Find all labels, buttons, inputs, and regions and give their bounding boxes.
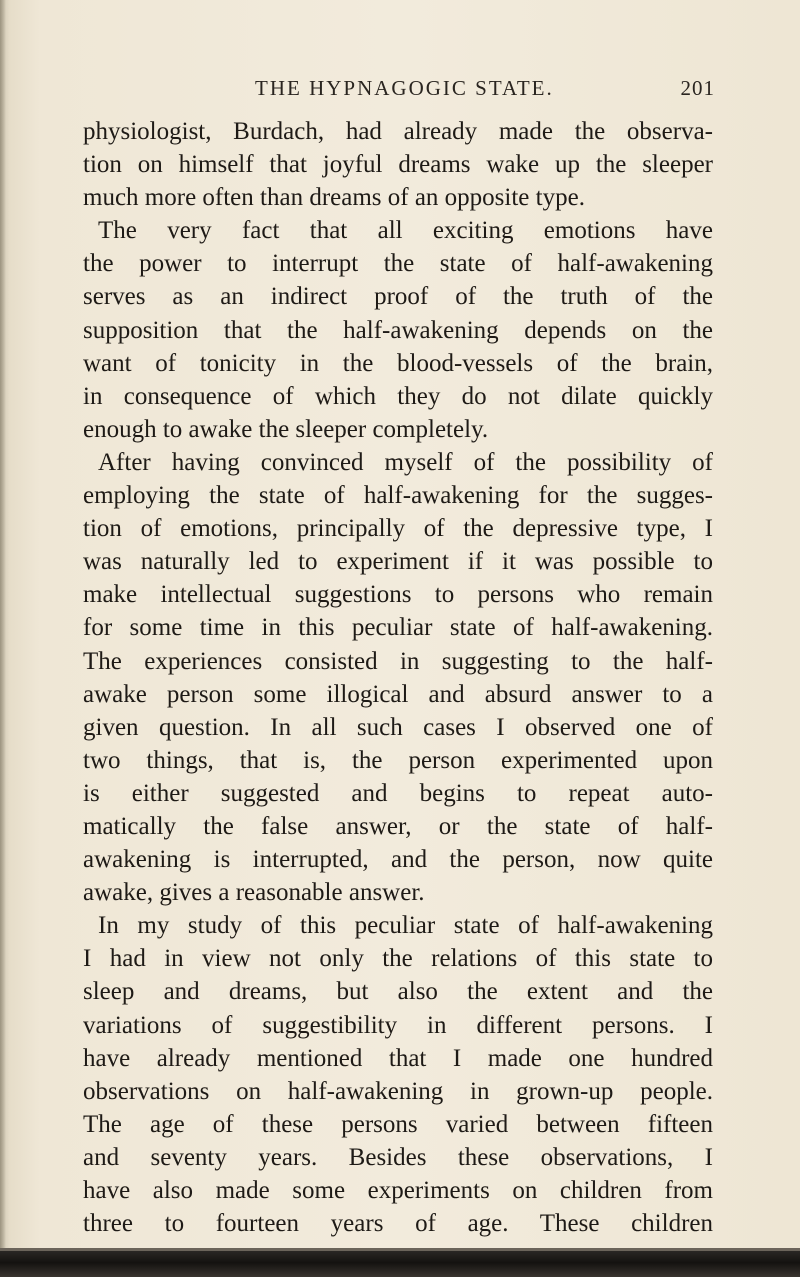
- text-line: employing the state of half-awakening for the sugges-: [83, 482, 713, 510]
- text-line: awake person some illogical and absurd answer to a: [83, 680, 713, 708]
- text-line: tion on himself that joyful dreams wake up the sleeper: [83, 151, 713, 179]
- text-line: enough to awake the sleeper completely.: [83, 415, 489, 443]
- text-line: have also made some experiments on children from: [83, 1177, 713, 1204]
- text-line: supposition that the half-awakening depends on the: [83, 316, 713, 344]
- text-line: variations of suggestibility in different persons. I: [83, 1011, 713, 1039]
- text-line: in consequence of which they do not dilate quickly: [83, 382, 713, 410]
- text-line: is either suggested and begins to repeat auto-: [83, 779, 713, 807]
- page-bottom-edge: [0, 1251, 800, 1277]
- text-line: matically the false answer, or the state of half-: [83, 812, 713, 840]
- text-line: three to fourteen years of age. These children: [83, 1210, 713, 1238]
- text-line: for some time in this peculiar state of half-awakening.: [83, 614, 713, 642]
- page-number: 201: [680, 76, 715, 100]
- page-gutter-shadow: [0, 0, 6, 1277]
- text-line: the power to interrupt the state of half-awakening: [83, 250, 713, 278]
- running-header: [255, 76, 715, 104]
- text-line: After having convinced myself of the possibility of: [98, 448, 713, 476]
- text-line: In my study of this peculiar state of half-awakening: [98, 912, 713, 940]
- running-title: THE HYPNAGOGIC STATE.: [255, 76, 554, 100]
- text-line: two things, that is, the person experimented upon: [83, 746, 713, 774]
- body-text: [83, 115, 713, 1240]
- text-line: awake, gives a reasonable answer.: [83, 879, 425, 907]
- text-line: want of tonicity in the blood-vessels of the brain,: [83, 349, 713, 377]
- text-line: The experiences consisted in suggesting to the half-: [83, 647, 713, 675]
- text-line: The age of these persons varied between fifteen: [83, 1110, 713, 1138]
- text-line: have already mentioned that I made one hundred: [83, 1044, 713, 1072]
- text-line: awakening is interrupted, and the person, now quite: [83, 846, 713, 874]
- text-line: was naturally led to experiment if it was possible to: [83, 548, 713, 576]
- text-line: serves as an indirect proof of the truth of the: [83, 283, 713, 311]
- text-line: given question. In all such cases I observed one of: [83, 713, 713, 741]
- text-line: physiologist, Burdach, had already made the observa-: [83, 118, 713, 145]
- text-line: observations on half-awakening in grown-up people.: [83, 1077, 713, 1105]
- text-line: tion of emotions, principally of the depressive type, I: [83, 515, 713, 543]
- text-line: I had in view not only the relations of this state to: [83, 945, 713, 973]
- text-line: make intellectual suggestions to persons who remain: [83, 581, 713, 609]
- text-line: much more often than dreams of an opposite type.: [83, 184, 585, 212]
- text-line: and seventy years. Besides these observations, I: [83, 1143, 713, 1171]
- text-line: sleep and dreams, but also the extent and the: [83, 978, 713, 1006]
- text-line: The very fact that all exciting emotions have: [98, 217, 713, 245]
